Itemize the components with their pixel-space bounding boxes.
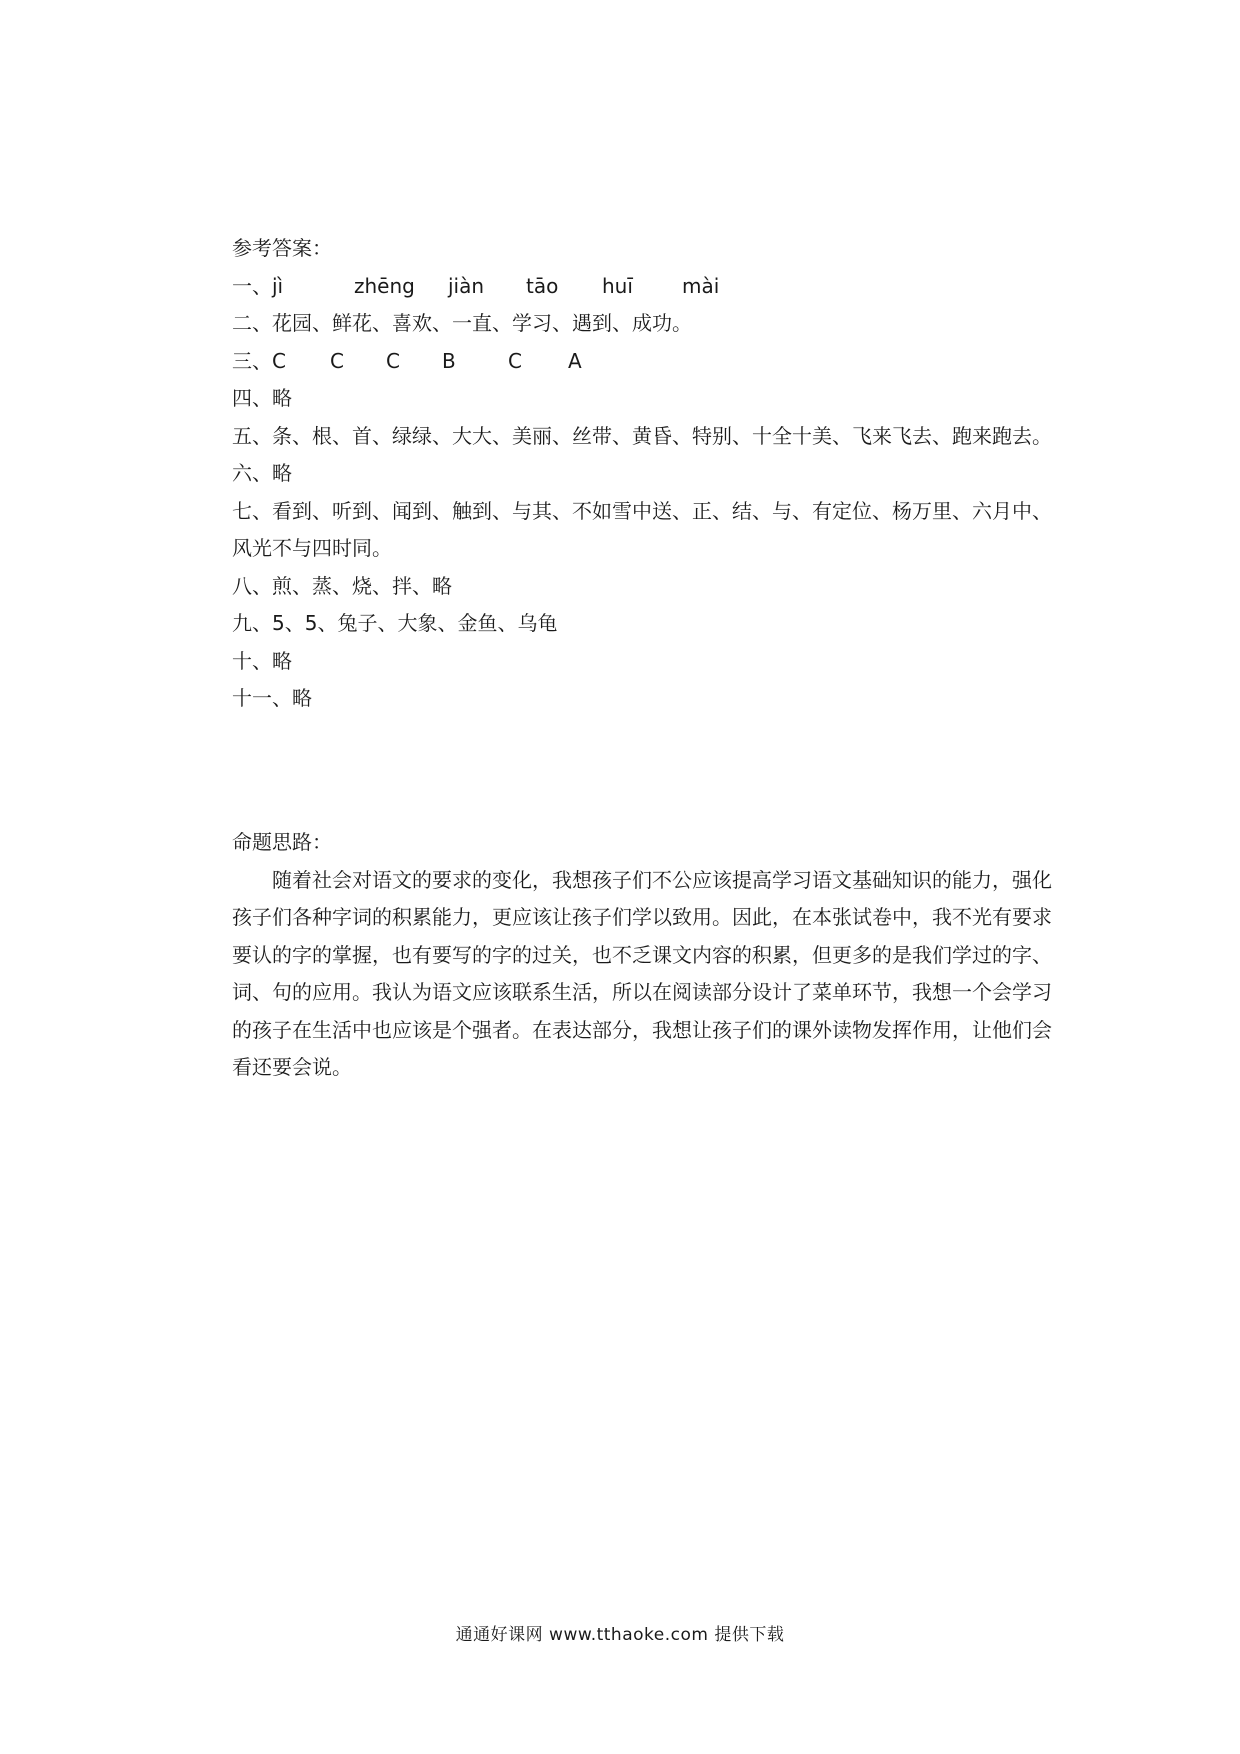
choice-item: C	[386, 348, 400, 373]
answer-q7: 七、看到、听到、闻到、触到、与其、不如雪中送、正、结、与、有定位、杨万里、六月中、风光不与四时同。	[232, 498, 1052, 560]
answer-q3-prefix: 三、	[232, 348, 272, 373]
answer-key-section	[232, 230, 1052, 718]
answer-q5: 五、条、根、首、绿绿、大大、美丽、丝带、黄昏、特别、十全十美、飞来飞去、跑来跑去。	[232, 423, 1052, 448]
answer-q8: 八、煎、蒸、烧、拌、略	[232, 573, 452, 598]
pinyin-item: jiàn	[448, 273, 485, 298]
rationale-heading: 命题思路：	[232, 830, 332, 854]
choice-item: A	[568, 348, 582, 373]
answer-q9: 九、5、5、兔子、大象、金鱼、乌龟	[232, 611, 558, 635]
answer-q1-prefix: 一、	[232, 273, 272, 298]
choice-item: C	[508, 348, 522, 373]
rationale-paragraph: 随着社会对语文的要求的变化，我想孩子们不公应该提高学习语文基础知识的能力，强化孩子们各种字词的积累能力，更应该让孩子们学以致用。因此，在本张试卷中，我不光有要求要认的字的掌握，也有要写的字的过关，也不乏课文内容的积累，但更多的是我们学过的字、词、句的应用。我认为语文应该联系生活，所以在阅读部分设计了菜单环节，我想一个会学习的孩子在生活中也应该是个强者。在表达部分，我想让孩子们的课外读物发挥作用，让他们会看还要会说。	[232, 867, 1052, 1079]
answer-q2: 二、花园、鲜花、喜欢、一直、学习、遇到、成功。	[232, 311, 692, 335]
pinyin-item: huī	[602, 273, 633, 298]
answer-q1	[232, 268, 1052, 306]
answer-q10: 十、略	[232, 648, 292, 673]
answer-key-heading: 参考答案：	[232, 236, 332, 260]
pinyin-item: tāo	[526, 273, 559, 298]
rationale-section	[232, 824, 1052, 1087]
answer-q6: 六、略	[232, 461, 292, 485]
answer-q11: 十一、略	[232, 686, 312, 710]
answer-q3	[232, 343, 1052, 381]
pinyin-item: jì	[272, 273, 284, 298]
choice-item: C	[272, 348, 286, 373]
pinyin-item: mài	[682, 273, 720, 298]
footer-source-note: 通通好课网 www.tthaoke.com 提供下载	[455, 1625, 785, 1645]
choice-item: B	[442, 348, 456, 373]
answer-q4: 四、略	[232, 386, 292, 410]
choice-item: C	[330, 348, 344, 373]
pinyin-item: zhēng	[354, 273, 415, 298]
